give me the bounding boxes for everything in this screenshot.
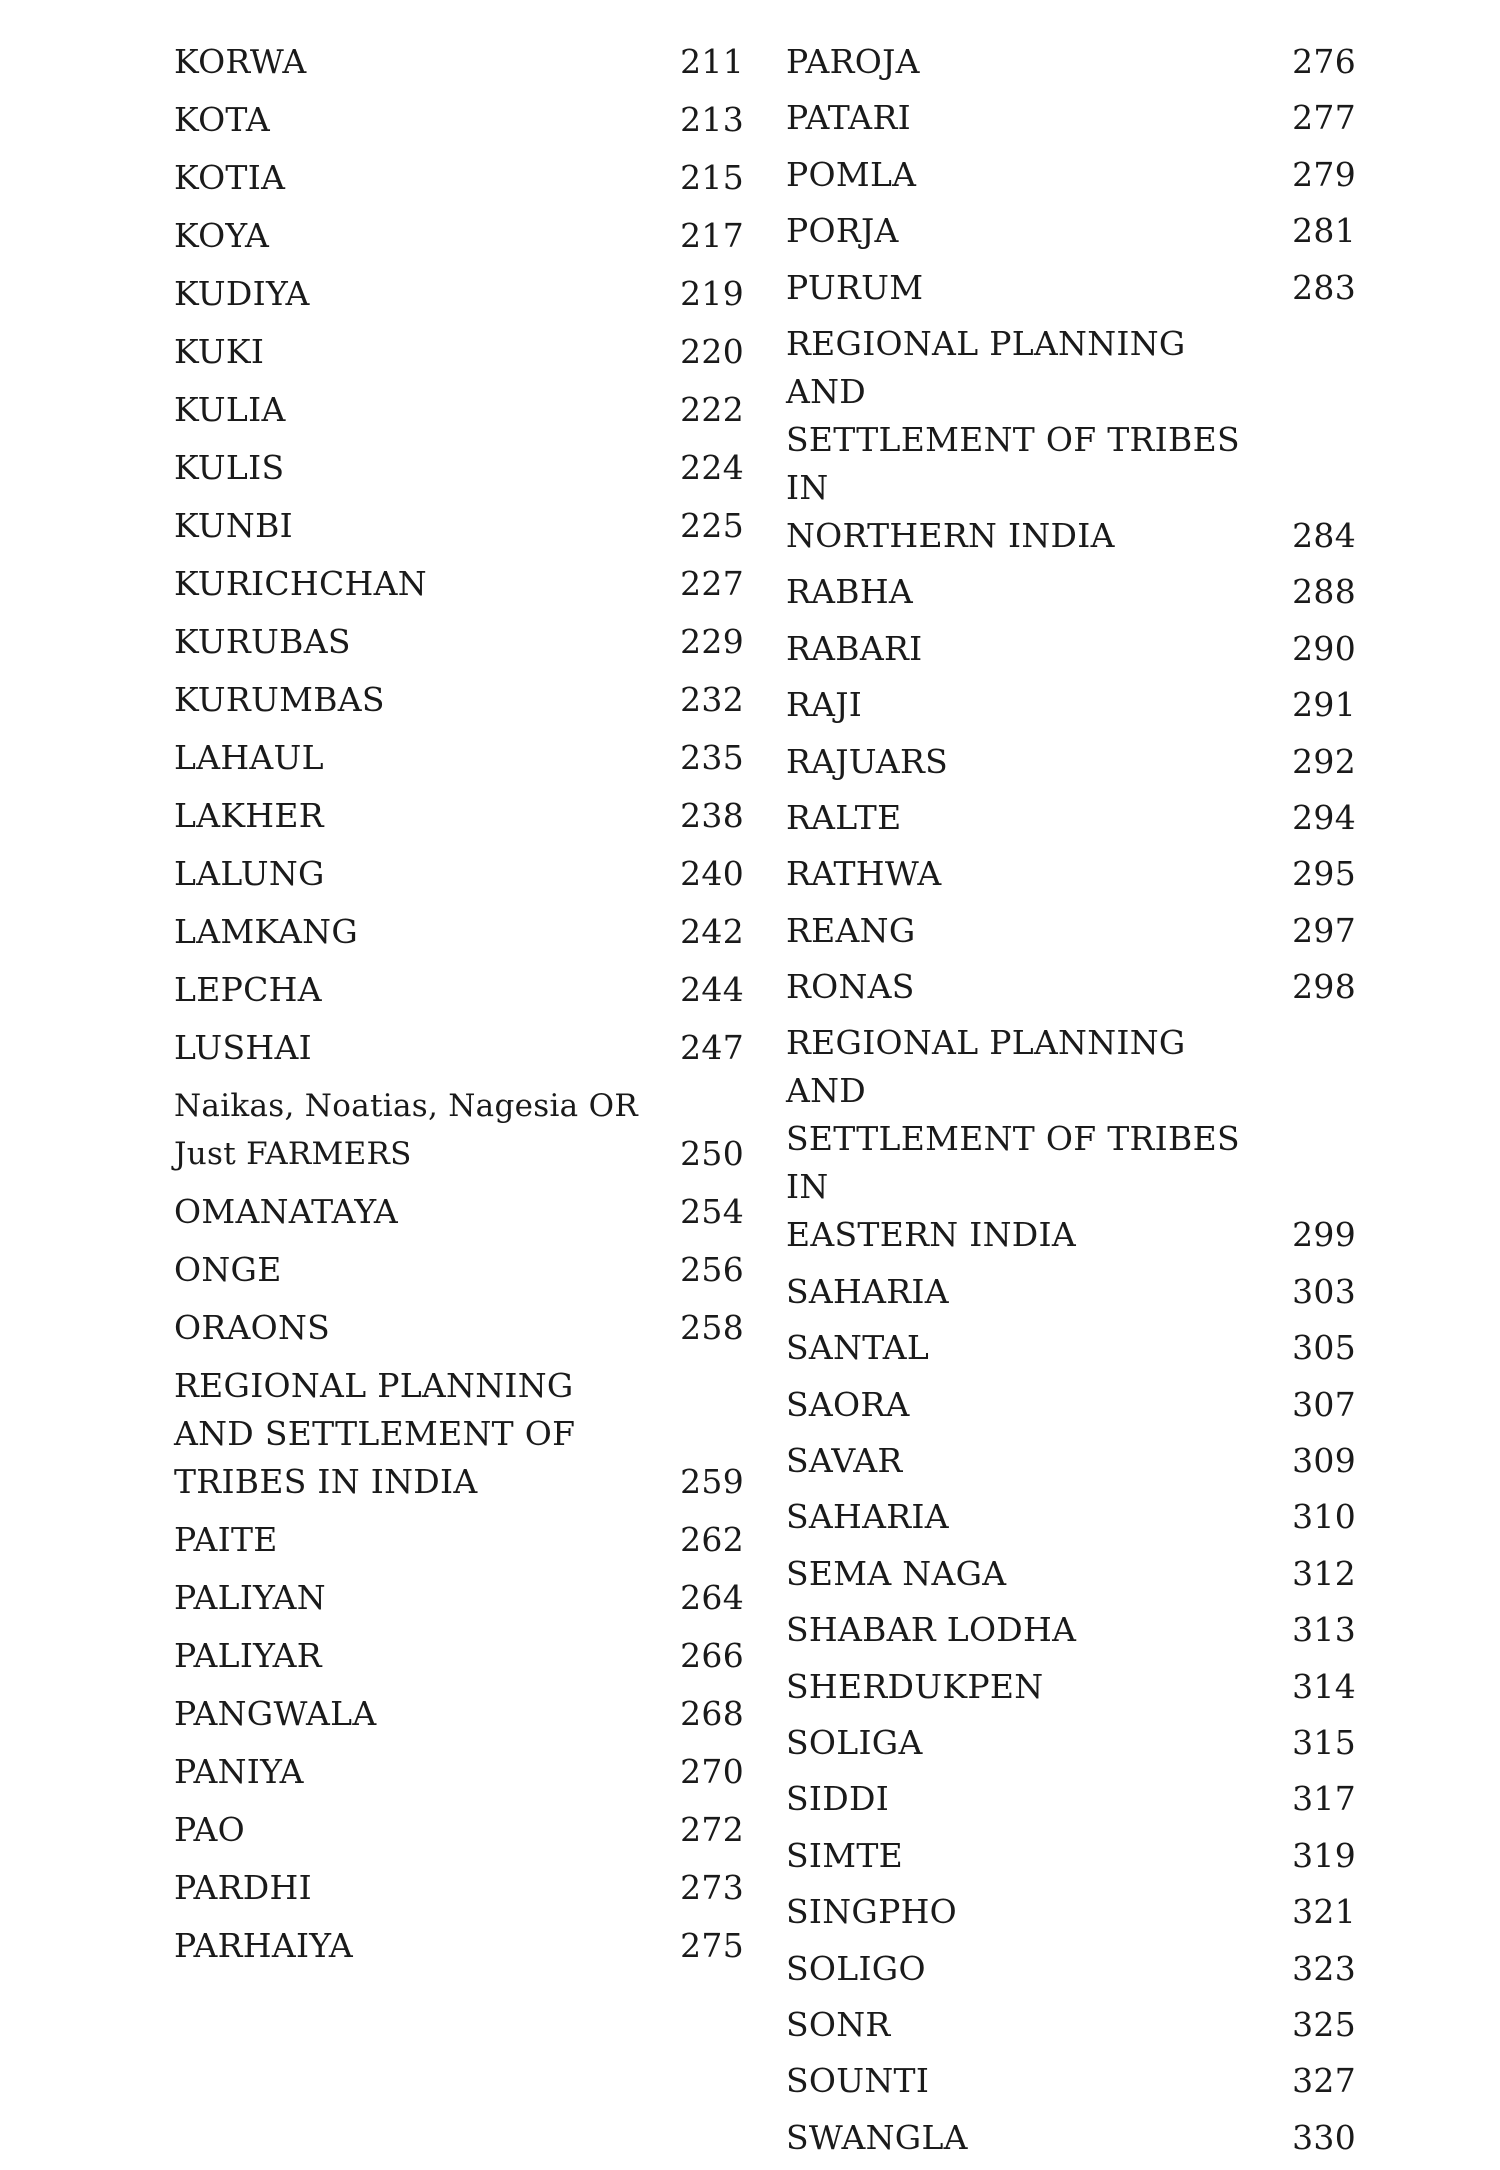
contents-entry	[786, 568, 1356, 616]
entry-page-number: 227	[680, 564, 744, 603]
contents-entry	[786, 1493, 1356, 1541]
entry-page-number: 291	[1292, 685, 1356, 725]
entry-title: OMANATAYA	[174, 1192, 399, 1231]
entry-page-number: 298	[1292, 967, 1356, 1007]
entry-page-number: 325	[1292, 2004, 1356, 2044]
entry-title: SAHARIA	[786, 1271, 949, 1311]
contents-entry	[786, 2114, 1356, 2162]
entry-page-number: 330	[1292, 2117, 1356, 2157]
contents-entry	[174, 850, 744, 898]
entry-page-number: 242	[680, 912, 744, 951]
entry-page-number: 213	[680, 100, 744, 139]
contents-entry	[786, 1606, 1356, 1654]
entry-title: SEMA NAGA	[786, 1553, 1007, 1593]
entry-page-number: 276	[1292, 42, 1356, 81]
entry-page-number: 224	[680, 448, 744, 487]
entry-page-number: 211	[680, 42, 744, 81]
contents-entry	[786, 320, 1356, 560]
entry-title: PAROJA	[786, 42, 920, 81]
entry-page-number: 292	[1292, 741, 1356, 781]
contents-entry	[786, 1719, 1356, 1767]
entry-page-number: 279	[1292, 154, 1356, 194]
contents-entry	[786, 963, 1356, 1011]
contents-entry	[786, 625, 1356, 673]
entry-title: PALIYAN	[174, 1578, 326, 1617]
entry-page-number: 305	[1292, 1328, 1356, 1368]
entry-page-number: 283	[1292, 267, 1356, 307]
contents-entry	[174, 444, 744, 492]
entry-page-number: 244	[680, 970, 744, 1009]
entry-page-number: 254	[680, 1192, 744, 1231]
entry-title: SANTAL	[786, 1328, 930, 1368]
entry-title: LAMKANG	[174, 912, 359, 951]
contents-entry	[174, 1922, 744, 1970]
entry-title: SHERDUKPEN	[786, 1666, 1044, 1706]
contents-entry	[174, 1188, 744, 1236]
entry-page-number: 321	[1292, 1892, 1356, 1932]
entry-title: KOTA	[174, 100, 271, 139]
contents-entry	[174, 212, 744, 260]
entry-title: PURUM	[786, 267, 924, 307]
contents-entry	[174, 328, 744, 376]
contents-entry	[174, 386, 744, 434]
contents-entry	[174, 1362, 744, 1506]
entry-page-number: 268	[680, 1694, 744, 1733]
entry-title: SWANGLA	[786, 2117, 968, 2157]
entry-title: KURUBAS	[174, 622, 351, 661]
contents-entry	[786, 738, 1356, 786]
entry-title: SHABAR LODHA	[786, 1610, 1077, 1650]
entry-title: KUNBI	[174, 506, 293, 545]
entry-title: PANIYA	[174, 1752, 304, 1791]
entry-title: PARDHI	[174, 1868, 312, 1907]
contents-column-left	[174, 38, 744, 1980]
entry-title: SONR	[786, 2004, 891, 2044]
entry-title: SOLIGO	[786, 1948, 926, 1988]
entry-title: POMLA	[786, 154, 917, 194]
entry-title: LALUNG	[174, 854, 325, 893]
contents-entry	[174, 1304, 744, 1352]
entry-title: REGIONAL PLANNING AND SETTLEMENT OF TRIBES IN INDIA	[174, 1366, 576, 1501]
entry-page-number: 273	[680, 1868, 744, 1907]
entry-title: SAHARIA	[786, 1497, 949, 1537]
entry-page-number: 220	[680, 332, 744, 371]
entry-page-number: 264	[680, 1578, 744, 1617]
entry-title: SAORA	[786, 1384, 910, 1424]
entry-page-number: 290	[1292, 628, 1356, 668]
entry-title: KURUMBAS	[174, 680, 385, 719]
entry-page-number: 323	[1292, 1948, 1356, 1988]
contents-entry	[786, 681, 1356, 729]
entry-page-number: 225	[680, 506, 744, 545]
entry-title: ONGE	[174, 1250, 282, 1289]
contents-entry	[786, 2001, 1356, 2049]
entry-title: RAJUARS	[786, 741, 949, 781]
contents-entry	[174, 734, 744, 782]
entry-title: SAVAR	[786, 1441, 903, 1481]
contents-entry	[786, 94, 1356, 142]
entry-title: PORJA	[786, 211, 899, 251]
contents-entry	[786, 38, 1356, 86]
contents-entry	[786, 1550, 1356, 1598]
entry-title: RABHA	[786, 572, 914, 612]
entry-page-number: 259	[680, 1462, 744, 1501]
entry-page-number: 232	[680, 680, 744, 719]
contents-entry	[174, 1748, 744, 1796]
entry-title: LAKHER	[174, 796, 324, 835]
entry-page-number: 303	[1292, 1271, 1356, 1311]
entry-title: LAHAUL	[174, 738, 324, 777]
entry-page-number: 256	[680, 1250, 744, 1289]
entry-title: PANGWALA	[174, 1694, 377, 1733]
contents-entry	[174, 1632, 744, 1680]
entry-title: KUDIYA	[174, 274, 310, 313]
entry-page-number: 297	[1292, 910, 1356, 950]
contents-entry	[174, 96, 744, 144]
contents-entry	[786, 2057, 1356, 2105]
entry-title: PAO	[174, 1810, 245, 1849]
entry-title: SIMTE	[786, 1835, 904, 1875]
entry-page-number: 219	[680, 274, 744, 313]
entry-title: LUSHAI	[174, 1028, 312, 1067]
entry-page-number: 266	[680, 1636, 744, 1675]
contents-entry	[786, 1663, 1356, 1711]
entry-page-number: 235	[680, 738, 744, 777]
entry-page-number: 312	[1292, 1553, 1356, 1593]
entry-title: KUKI	[174, 332, 265, 371]
entry-page-number: 317	[1292, 1779, 1356, 1819]
contents-entry	[174, 502, 744, 550]
contents-entry	[174, 38, 744, 86]
contents-entry	[786, 850, 1356, 898]
entry-page-number: 262	[680, 1520, 744, 1559]
contents-entry	[174, 966, 744, 1014]
entry-page-number: 288	[1292, 572, 1356, 612]
entry-page-number: 222	[680, 390, 744, 429]
contents-entry	[174, 1024, 744, 1072]
entry-title: ORAONS	[174, 1308, 331, 1347]
entry-page-number: 229	[680, 622, 744, 661]
entry-title: REGIONAL PLANNING AND SETTLEMENT OF TRIBES IN EASTERN INDIA	[786, 1023, 1240, 1255]
entry-title: SINGPHO	[786, 1892, 958, 1932]
entry-title: REANG	[786, 910, 916, 950]
contents-entry	[174, 1690, 744, 1738]
entry-page-number: 247	[680, 1028, 744, 1067]
entry-page-number: 215	[680, 158, 744, 197]
contents-entry	[174, 560, 744, 608]
entry-page-number: 277	[1292, 98, 1356, 138]
contents-entry	[786, 1888, 1356, 1936]
contents-entry	[786, 1324, 1356, 1372]
entry-title: KORWA	[174, 42, 307, 81]
entry-page-number: 310	[1292, 1497, 1356, 1537]
contents-entry	[174, 1574, 744, 1622]
entry-title: PARHAIYA	[174, 1926, 353, 1965]
contents-entry	[786, 1268, 1356, 1316]
entry-page-number: 238	[680, 796, 744, 835]
contents-entry	[174, 792, 744, 840]
contents-entry	[786, 794, 1356, 842]
entry-title: REGIONAL PLANNING AND SETTLEMENT OF TRIBES IN NORTHERN INDIA	[786, 323, 1240, 555]
contents-entry	[786, 207, 1356, 255]
contents-entry	[786, 151, 1356, 199]
entry-page-number: 270	[680, 1752, 744, 1791]
entry-title: PALIYAR	[174, 1636, 322, 1675]
entry-title: LEPCHA	[174, 970, 322, 1009]
entry-title: SOLIGA	[786, 1722, 923, 1762]
entry-title: SIDDI	[786, 1779, 890, 1819]
entry-page-number: 217	[680, 216, 744, 255]
contents-entry	[786, 1437, 1356, 1485]
contents-entry	[174, 270, 744, 318]
contents-entry	[174, 1516, 744, 1564]
contents-entry	[786, 1019, 1356, 1259]
contents-entry	[174, 1806, 744, 1854]
entry-page-number: 313	[1292, 1610, 1356, 1650]
entry-title: PAITE	[174, 1520, 278, 1559]
entry-page-number: 258	[680, 1308, 744, 1347]
entry-page-number: 315	[1292, 1722, 1356, 1762]
entry-page-number: 275	[680, 1926, 744, 1965]
contents-entry	[786, 907, 1356, 955]
entry-title: RAJI	[786, 685, 863, 725]
entry-title: KULIA	[174, 390, 286, 429]
entry-page-number: 240	[680, 854, 744, 893]
entry-title: RALTE	[786, 797, 902, 837]
entry-title: RABARI	[786, 628, 923, 668]
entry-page-number: 307	[1292, 1384, 1356, 1424]
entry-page-number: 319	[1292, 1835, 1356, 1875]
entry-title: RONAS	[786, 967, 915, 1007]
contents-entry	[786, 1381, 1356, 1429]
entry-page-number: 299	[1292, 1215, 1356, 1255]
entry-page-number: 309	[1292, 1441, 1356, 1481]
entry-page-number: 327	[1292, 2061, 1356, 2101]
entry-page-number: 272	[680, 1810, 744, 1849]
entry-title: KOTIA	[174, 158, 286, 197]
entry-page-number: 294	[1292, 797, 1356, 837]
entry-page-number: 295	[1292, 854, 1356, 894]
entry-title: Naikas, Noatias, Nagesia OR Just FARMERS	[174, 1088, 638, 1172]
contents-entry	[174, 1246, 744, 1294]
entry-title: KURICHCHAN	[174, 564, 427, 603]
contents-entry	[786, 264, 1356, 312]
contents-entry	[174, 1864, 744, 1912]
contents-entry	[786, 1832, 1356, 1880]
entry-title: RATHWA	[786, 854, 942, 894]
contents-entry	[174, 154, 744, 202]
entry-title: KULIS	[174, 448, 285, 487]
entry-page-number: 314	[1292, 1666, 1356, 1706]
entry-title: SOUNTI	[786, 2061, 930, 2101]
contents-entry	[786, 1775, 1356, 1823]
entry-page-number: 281	[1292, 211, 1356, 251]
entry-title: KOYA	[174, 216, 270, 255]
entry-title: PATARI	[786, 98, 911, 138]
entry-page-number: 250	[680, 1134, 744, 1173]
contents-entry	[174, 618, 744, 666]
contents-entry	[174, 676, 744, 724]
contents-column-right	[786, 38, 1356, 2170]
entry-page-number: 284	[1292, 515, 1356, 555]
contents-entry	[174, 1082, 744, 1178]
contents-entry	[174, 908, 744, 956]
contents-entry	[786, 1945, 1356, 1993]
